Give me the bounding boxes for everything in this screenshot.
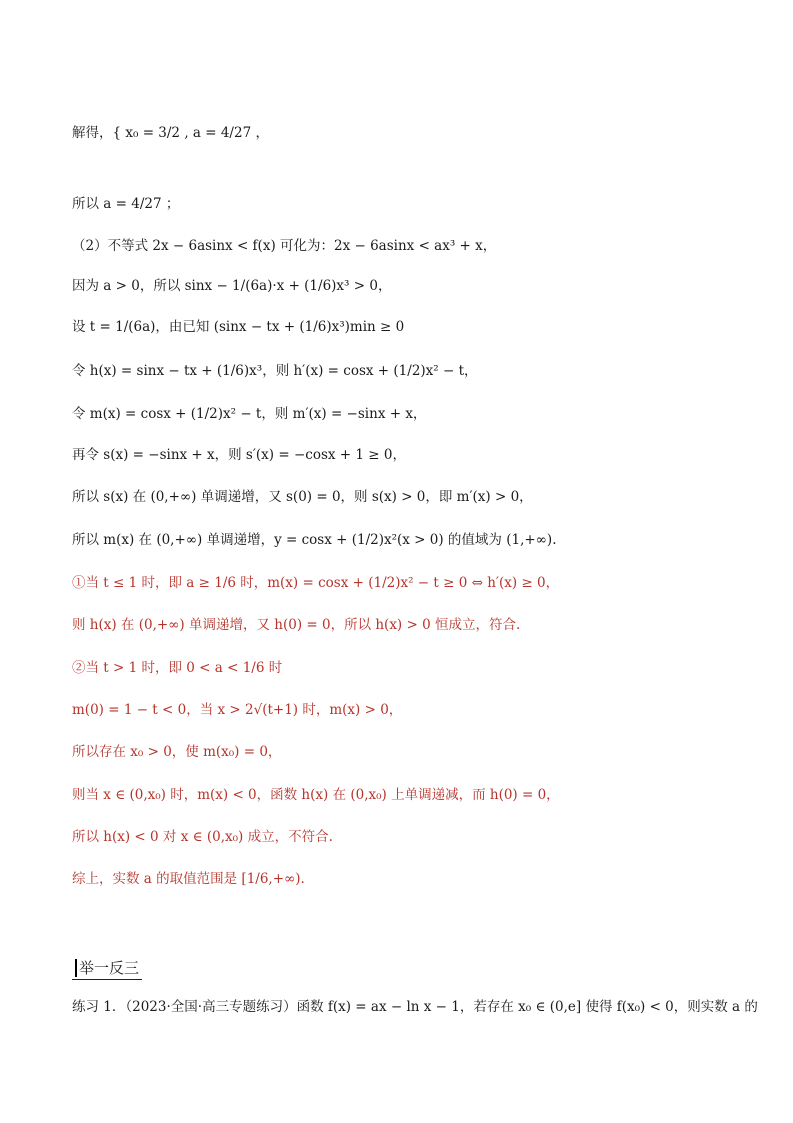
text-line: 所以 h(x) < 0 对 x ∈ (0,x₀) 成立，不符合.	[72, 829, 333, 845]
text-line: ②当 t > 1 时，即 0 < a < 1/6 时	[72, 660, 283, 676]
text-line: 综上，实数 a 的取值范围是 [1/6,+∞).	[72, 871, 305, 887]
text-line: 因为 a > 0，所以 sinx − 1/(6a)·x + (1/6)x³ > 0，	[72, 278, 392, 294]
text-line: （2）不等式 2x − 6asinx < f(x) 可化为：2x − 6asinx < ax³ + x，	[72, 238, 497, 254]
text-line: 所以 a = 4/27 ；	[72, 196, 180, 212]
text-line: 所以 m(x) 在 (0,+∞) 单调递增，y = cosx + (1/2)x²(x > 0) 的值域为 (1,+∞).	[72, 532, 557, 548]
text-line: 令 m(x) = cosx + (1/2)x² − t，则 m′(x) = −sinx + x，	[72, 406, 427, 422]
text-line: 练习 1．（2023·全国·高三专题练习）函数 f(x) = ax − ln x − 1，若存在 x₀ ∈ (0,e] 使得 f(x₀) < 0，则实数 a 的	[72, 999, 758, 1015]
text-line: 设 t = 1/(6a)，由已知 (sinx − tx + (1/6)x³)min ≥ 0	[72, 319, 405, 335]
text-line: 所以存在 x₀ > 0，使 m(x₀) = 0，	[72, 744, 282, 760]
text-line: ①当 t ≤ 1 时，即 a ≥ 1/6 时，m(x) = cosx + (1/2)x² − t ≥ 0 ⇔ h′(x) ≥ 0，	[72, 575, 560, 591]
text-line: 所以 s(x) 在 (0,+∞) 单调递增，又 s(0) = 0，则 s(x) > 0，即 m′(x) > 0，	[72, 489, 533, 505]
text-line: 则当 x ∈ (0,x₀) 时，m(x) < 0，函数 h(x) 在 (0,x₀) 上单调递减，而 h(0) = 0，	[72, 787, 560, 803]
text-line: 解得，{ x₀ = 3/2 , a = 4/27 ，	[72, 125, 269, 141]
text-line: 再令 s(x) = −sinx + x，则 s′(x) = −cosx + 1 ≥ 0，	[72, 447, 406, 463]
section-heading: 举一反三	[72, 956, 142, 980]
text-line: m(0) = 1 − t < 0，当 x > 2√(t+1) 时，m(x) > 0，	[72, 702, 403, 718]
text-line: 令 h(x) = sinx − tx + (1/6)x³，则 h′(x) = cosx + (1/2)x² − t，	[72, 363, 478, 379]
text-line: 则 h(x) 在 (0,+∞) 单调递增，又 h(0) = 0，所以 h(x) > 0 恒成立，符合.	[72, 617, 521, 633]
